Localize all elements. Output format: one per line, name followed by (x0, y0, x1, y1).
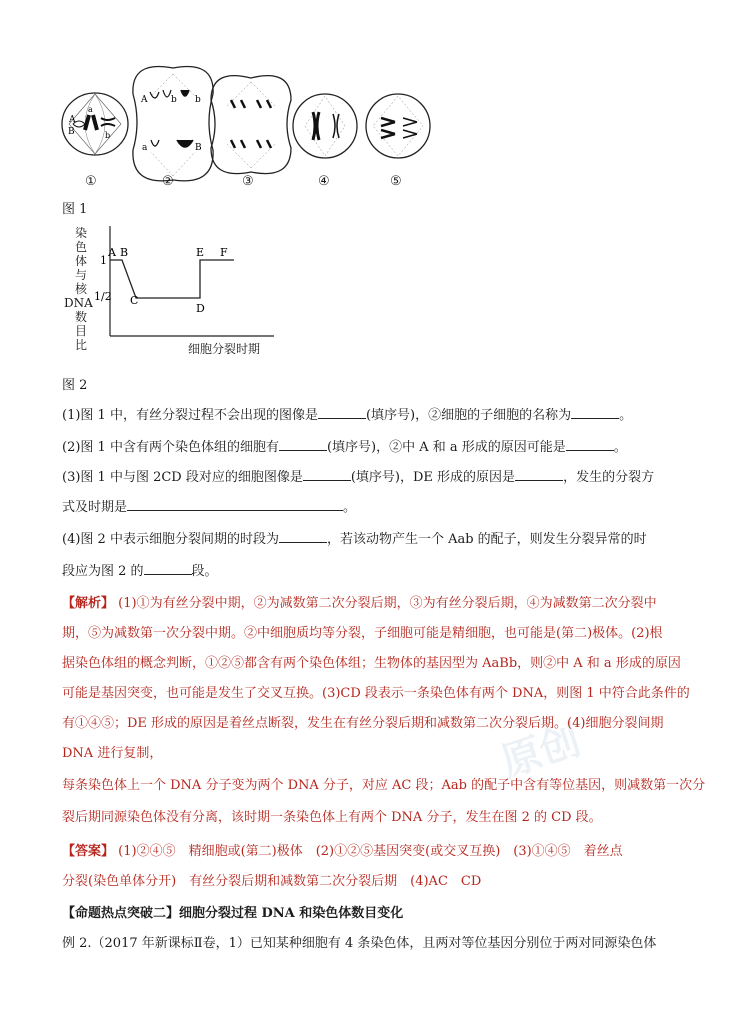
ylabel-char-9: 比 (74, 338, 87, 352)
cell2-allele-A: A (141, 95, 148, 105)
section-title: 【命题热点突破二】细胞分裂过程 DNA 和染色体数目变化 (62, 906, 404, 921)
answer-line-2: 分裂(染色单体分开) 有丝分裂后期和减数第二次分裂后期 (4)AC CD (62, 874, 482, 889)
q3-blank-2[interactable] (515, 466, 563, 481)
cell-label-4: ④ (318, 174, 330, 189)
question-4 (62, 528, 702, 550)
cell-label-3: ③ (242, 174, 254, 189)
q1-text-b: (填序号)，②细胞的子细胞的名称为 (365, 408, 572, 423)
analysis-text-1: (1)①为有丝分裂中期，②为减数第二次分裂后期，③为有丝分裂后期，④为减数第二次分裂中 (118, 596, 657, 611)
analysis-line-5: 有①④⑤；DE 形成的原因是着丝点断裂，发生在有丝分裂后期和减数第二次分裂后期。(4)细胞分裂间期 (62, 716, 664, 731)
cell1-allele-b: b (105, 131, 111, 140)
q2-blank-2[interactable] (566, 436, 614, 451)
question-4-cont (62, 560, 702, 582)
q3-blank-1[interactable] (303, 466, 351, 481)
ylabel-char-8: 目 (74, 324, 87, 338)
cell-5-drawing (366, 94, 430, 158)
chart-line (110, 260, 234, 298)
figure1 (55, 60, 455, 190)
point-label-A: A (108, 246, 116, 259)
point-label-E: E (196, 246, 205, 259)
q2-text-c: 。 (613, 440, 627, 455)
y-tick-1: 1 (100, 254, 107, 267)
cell-1-drawing (62, 93, 128, 155)
q3-text-d: 式及时期是 (62, 500, 128, 515)
q4-text-a: (4)图 2 中表示细胞分裂间期的时段为 (62, 532, 279, 547)
figure2-xlabel: 细胞分裂时期 (188, 342, 261, 356)
answer-line-1 (62, 842, 722, 862)
ylabel-char-1: 染 (74, 226, 87, 240)
analysis-line-7: 每条染色体上一个 DNA 分子变为两个 DNA 分子，对应 AC 段；Aab 的配子中含有等位基因，则减数第一次分 (62, 778, 706, 793)
answer-text-1: (1)②④⑤ 精细胞或(第二)极体 (2)①②⑤基因突变(或交叉互换) (3)①④⑤ 着丝点 (118, 844, 623, 859)
q1-blank-2[interactable] (571, 404, 619, 419)
q4-blank-1[interactable] (279, 528, 327, 543)
q4-blank-2[interactable] (144, 560, 192, 575)
q3-text-c: ，发生的分裂方 (563, 470, 655, 485)
point-label-F: F (220, 246, 228, 259)
point-label-D: D (196, 302, 205, 315)
point-labels (107, 246, 228, 315)
cell-3-drawing (211, 76, 291, 174)
figure2-chart (96, 222, 286, 352)
q1-blank-1[interactable] (318, 404, 366, 419)
q3-blank-3[interactable] (127, 496, 343, 511)
analysis-tag: 【解析】 (62, 596, 115, 611)
figure1-cells (55, 60, 455, 190)
figure2-caption: 图 2 (62, 378, 88, 393)
q4-text-b: ，若该动物产生一个 Aab 的配子，则发生分裂异常的时 (326, 532, 647, 547)
example-2: 例 2.（2017 年新课标Ⅱ卷，1）已知某种细胞有 4 条染色体，且两对等位基因分别位于两对同源染色体 (62, 936, 657, 951)
q3-text-b: (填序号)，DE 形成的原因是 (350, 470, 516, 485)
analysis-line-4: 可能是基因突变，也可能是发生了交叉互换。(3)CD 段表示一条染色体有两个 DNA，则图 1 中符合此条件的 (62, 686, 690, 701)
ylabel-char-4: 与 (74, 268, 87, 282)
ylabel-char-7: 数 (74, 310, 87, 324)
q4-text-d: 段。 (191, 564, 218, 579)
ylabel-char-3: 体 (74, 254, 87, 268)
cell-4-drawing (293, 94, 357, 158)
analysis-line-2: 期，⑤为减数第一次分裂中期。②中细胞质均等分裂，子细胞可能是精细胞，也可能是(第二)极体。(2)根 (62, 626, 663, 641)
point-label-B: B (120, 246, 129, 259)
q3-text-e: 。 (343, 500, 357, 515)
analysis-line-3: 据染色体组的概念判断，①②⑤都含有两个染色体组；生物体的基因型为 AaBb，则②中 A 和 a 形成的原因 (62, 656, 681, 671)
q1-text-c: 。 (619, 408, 633, 423)
cell2-allele-b-2: b (195, 95, 201, 105)
figure2-ylabel (64, 226, 98, 352)
cell-2-drawing (133, 66, 213, 180)
cell2-allele-B: B (195, 143, 202, 153)
analysis-line-1 (62, 594, 722, 614)
q3-text-a: (3)图 1 中与图 2CD 段对应的细胞图像是 (62, 470, 303, 485)
q1-text-a: (1)图 1 中，有丝分裂过程不会出现的图像是 (62, 408, 318, 423)
ylabel-char-2: 色 (74, 240, 87, 254)
q4-text-c: 段应为图 2 的 (62, 564, 144, 579)
q2-text-b: (填序号)，②中 A 和 a 形成的原因可能是 (326, 440, 566, 455)
question-1 (62, 404, 702, 426)
figure1-caption: 图 1 (62, 202, 88, 217)
cell1-allele-A: A (69, 115, 76, 125)
y-tick-half: 1/2 (94, 290, 112, 303)
ylabel-char-5: 核 (74, 282, 87, 296)
question-2 (62, 436, 702, 458)
ylabel-char-6: DNA (64, 296, 93, 310)
answer-tag: 【答案】 (62, 844, 115, 859)
watermark: 原创 (495, 717, 587, 787)
cell2-allele-a: a (142, 143, 148, 153)
q2-text-a: (2)图 1 中含有两个染色体组的细胞有 (62, 440, 279, 455)
cell1-allele-a: a (88, 105, 93, 114)
q2-blank-1[interactable] (279, 436, 327, 451)
cell1-allele-B: B (68, 127, 75, 137)
question-3-cont (62, 496, 702, 518)
analysis-line-6: DNA 进行复制， (62, 746, 163, 761)
analysis-line-8: 裂后期同源染色体没有分离，该时期一条染色体上有两个 DNA 分子，发生在图 2 的 CD 段。 (62, 810, 602, 825)
cell-label-2: ② (162, 174, 174, 189)
point-label-C: C (130, 294, 139, 307)
question-3 (62, 466, 702, 488)
cell-label-5: ⑤ (390, 174, 402, 189)
cell-label-1: ① (85, 174, 97, 189)
cell2-allele-b-1: b (171, 95, 177, 105)
